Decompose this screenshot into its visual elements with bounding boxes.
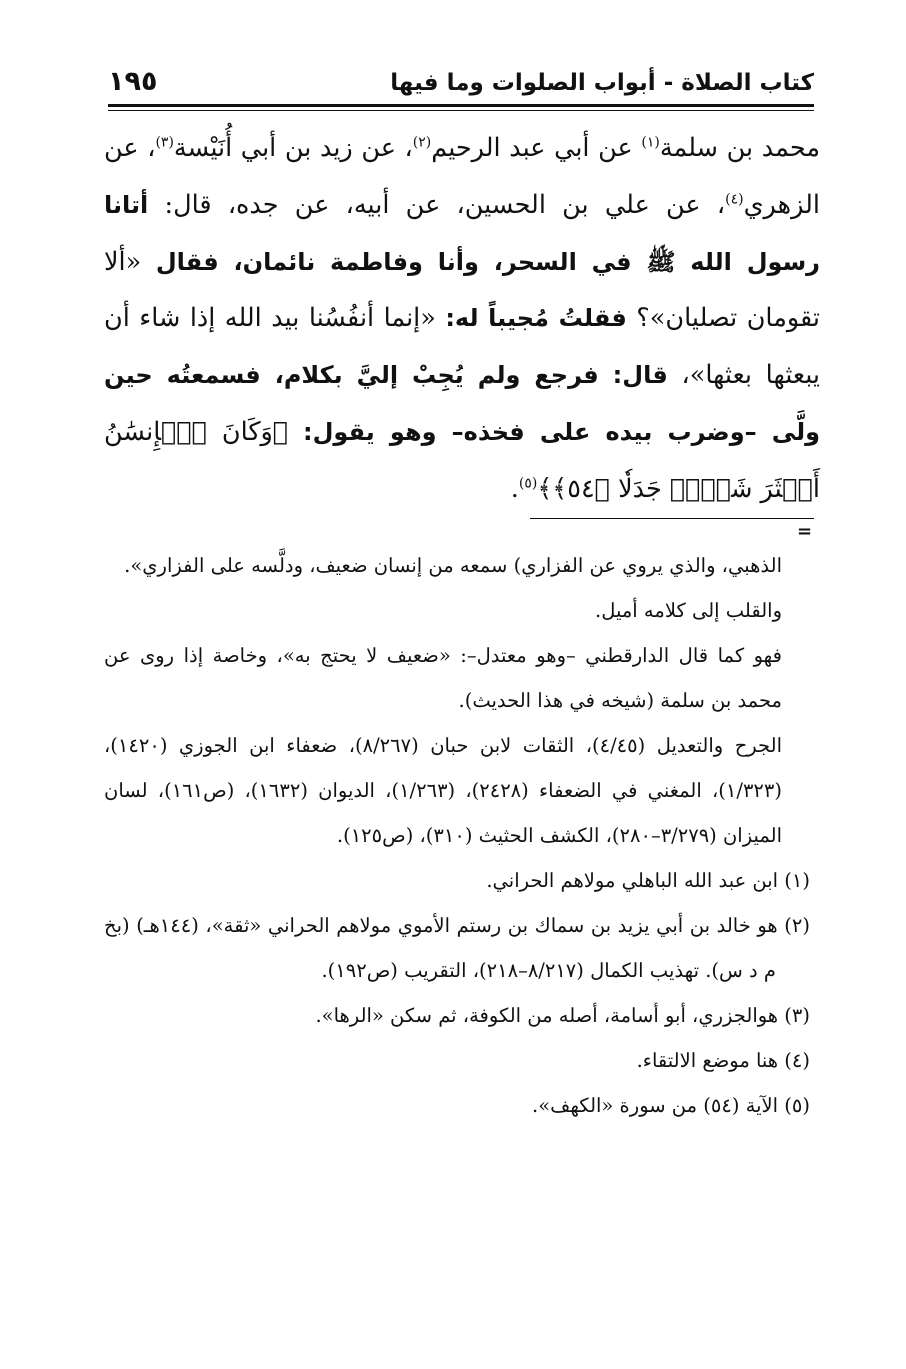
quote: «إنما أنفُسُنا بيد الله إذا شاء أن يبعثها بعثها»، (104, 303, 820, 391)
bold-text: أتانا رسول الله ﷺ في السحر، وأنا وفاطمة نائمان، فقال (104, 190, 821, 276)
main-text (104, 120, 820, 518)
footnote-2: (٢) هو خالد بن أبي يزيد بن سماك بن رستم الأموي مولاهم الحراني «ثقة»، (١٤٤هـ) (بخ م د س). تهذيب الكمال (٨/٢١٧–٢١٨)، التقريب (ص١٩٢). (104, 914, 810, 982)
page-number: ١٩٥ (108, 66, 158, 97)
quote: «ألا تقومان تصليان»؟ (104, 246, 821, 334)
continuation-mark: = (797, 521, 813, 542)
footnote-separator (530, 518, 814, 519)
running-title: كتاب الصلاة - أبواب الصلوات وما فيها (390, 70, 814, 96)
footnote-continuation: الذهبي، والذي يروي عن الفزاري) سمعه من إنسان ضعيف، ودلَّسه على الفزاري». (124, 554, 782, 577)
footnote-continuation: الجرح والتعديل (٤/٤٥)، الثقات لابن حبان (٨/٢٦٧)، ضعفاء ابن الجوزي (١٤٢٠)، (١/٣٢٣)، المغني في الضعفاء (٢٤٢٨)، (١/٢٦٣)، الديوان (١٦٣٢)، (ص١٦١)، لسان الميزان (٣/٢٧٩–٢٨٠)، الكشف الحثيث (٣١٠)، (ص١٢٥). (104, 734, 782, 847)
footnote-4: (٤) هنا موضع الالتقاء. (636, 1049, 810, 1072)
footnote-3: (٣) هوالجزري، أبو أسامة، أصله من الكوفة، ثم سكن «الرها». (315, 1004, 810, 1027)
footnote-ref: (٢) (412, 134, 432, 151)
footnote-ref: (١) (641, 134, 660, 151)
header-rule-thin (108, 110, 814, 111)
quran-verse: ﴿وَكَانَ ٱلۡإِنسَٰنُ أَكۡثَرَ شَيۡءٖ جَدَلٗا ﴿٥٤﴾﴾ (104, 416, 820, 504)
bold-text: قال: فرجع ولم يُجِبْ إليَّ بكلام، فسمعتُه حين ولَّى –وضرب بيده على فخذه– وهو يقول: (104, 361, 820, 446)
footnote-continuation: فهو كما قال الدارقطني –وهو معتدل–: «ضعيف لا يحتج به»، وخاصة إذا روى عن محمد بن سلمة (شيخه في هذا الحديث). (104, 644, 782, 712)
footnote-5: (٥) الآية (٥٤) من سورة «الكهف». (532, 1094, 810, 1117)
footnotes (104, 543, 810, 1128)
footnote-ref: (٣) (155, 134, 174, 151)
hadith-paragraph: محمد بن سلمة$^{(١)}$ عن أبي عبد الرحيم$^{(٢)}$، عن زيد بن أبي أُنَيْسة$^{(٣)}$، عن الزهري$^{(٤)}$، عن علي بن الحسين، عن أبيه، عن جده، قال: أتانا رسول الله ﷺ في السحر، وأنا وفاطمة نائمان، فقال «ألا تقومان تصليان»؟ فقلتُ مُجيباً له: «إنما أنفُسُنا بيد الله إذا شاء أن يبعثها بعثها»، قال: فرجع ولم يُجِبْ إليَّ بكلام، فسمعتُه حين ولَّى –وضرب بيده على فخذه– وهو يقول: ﴿وَكَانَ ٱلۡإِنسَٰنُ أَكۡثَرَ شَيۡءٖ جَدَلٗا ﴿٥٤﴾﴾$^{(٥)}$. (104, 133, 821, 504)
footnote-ref: (٤) (725, 191, 744, 208)
footnote-1: (١) ابن عبد الله الباهلي مولاهم الحراني. (486, 869, 810, 892)
footnote-continuation: والقلب إلى كلامه أميل. (595, 599, 782, 622)
header-rule (108, 104, 814, 107)
bold-text: فقلتُ مُجيباً له: (445, 304, 627, 333)
footnote-ref: (٥) (518, 475, 538, 492)
page-header (108, 62, 814, 108)
